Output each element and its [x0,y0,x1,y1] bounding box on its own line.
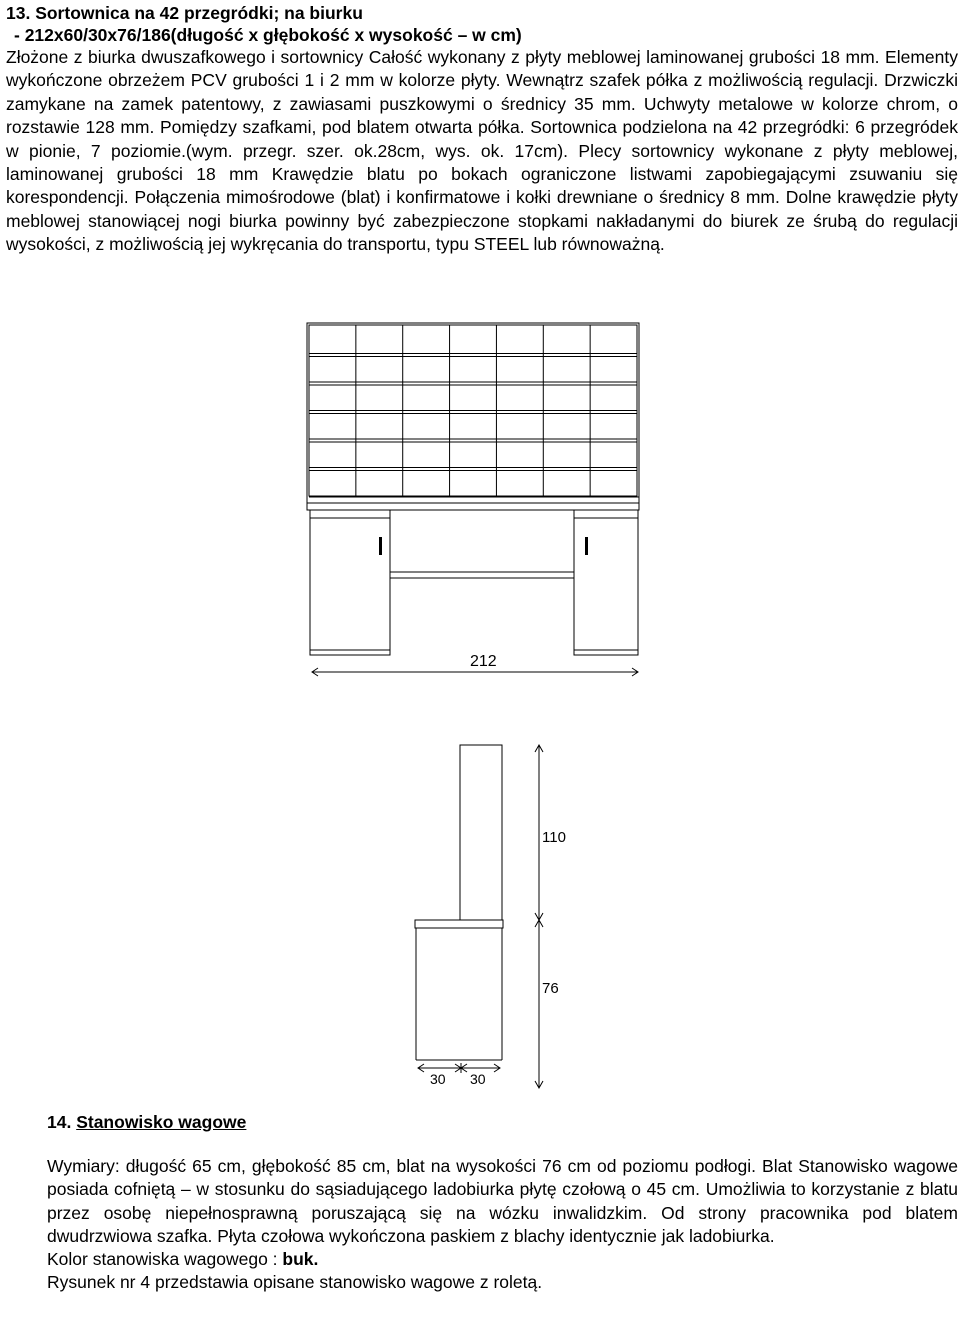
section-14 [47,1111,958,1295]
section-13-dimensions: - 212x60/30x76/186(długość x głębokość x wysokość – w cm) [14,25,522,45]
section-14-title: Stanowisko wagowe [76,1112,247,1132]
side-depth-label-right: 30 [470,1071,486,1087]
side-lower-height-label: 76 [542,980,559,997]
section-13-title: 13. Sortownica na 42 przegródki; na biurku [6,3,363,23]
section-13-description: Złożone z biurka dwuszafkowego i sortownicy Całość wykonany z płyty meblowej laminowanej grubości 18 mm. Elementy wykończone obrzeżem PCV grubości 1 i 2 mm w kolorze płyty. Wewnątrz szafek półka z możliwością regulacji. Drzwiczki zamykane na zamek patentowy, z zawiasami puszkowymi o średnicy 35 mm. Uchwyty metalowe w kolorze chrom, o rozstawie 128 mm. Pomiędzy szafkami, pod blatem otwarta półka. Sortownica podzielona na 42 przegródki: 6 przegródek w pionie, 7 poziomie.(wym. przegr. szer. ok.28cm, wys. ok. 17cm). Plecy sortownicy wykonane z płyty meblowej, laminowanej grubości 18 mm Krawędzie blatu po bokach ograniczone listwami zapobiegającymi zsuwaniu się korespondencji. Połączenia mimośrodowe (blat) i konfirmatowe i kołki drewniane o średnicy 8 mm. Dolne krawędzie płyty meblowej stanowiącej nogi biurka powinny być zabezpieczone stopkami nakładanymi do biurek ze śrubą do regulacji wysokości, z możliwością jej wykręcania do transportu, typu STEEL lub równoważną. [6,47,958,255]
right-cabinet [574,510,638,655]
section-14-paragraph: Wymiary: długość 65 cm, głębokość 85 cm, blat na wysokości 76 cm od poziomu podłogi. Blat Stanowisko wagowe posiada cofniętą – w stosunku do sąsiadującego ladobiurka płytę czołową o 45 cm. Umożliwia to korzystanie z blatu przez osobę niepełnosprawną poruszającą się na wózku inwalidzkim. Od strony pracownika pod blatem dwudrzwiowa szafka. Płyta czołowa wykończona paskiem z blachy identycznie jak ladobiurka. [47,1156,958,1246]
color-label: Kolor stanowiska wagowego : [47,1249,283,1270]
desk-top-side [415,920,503,928]
section-14-number: 14. [47,1112,72,1132]
side-view [415,745,566,1088]
organizer-front-view [307,323,639,503]
left-cabinet [310,510,390,655]
side-upper-height-label: 110 [542,829,566,846]
section-14-color-line [47,1248,958,1271]
left-cabinet-handle [379,537,382,555]
section-14-heading [47,1111,958,1133]
right-cabinet-handle [585,537,588,555]
front-width-label: 212 [470,653,497,670]
section-14-figure-note: Rysunek nr 4 przedstawia opisane stanowisko wagowe z roletą. [47,1272,543,1293]
desk-front-view [307,503,639,655]
color-value: buk. [282,1249,319,1270]
front-width-dimension [312,653,638,676]
organizer-side [460,745,502,920]
side-depth-label-left: 30 [430,1071,446,1087]
desk-top [307,503,639,510]
